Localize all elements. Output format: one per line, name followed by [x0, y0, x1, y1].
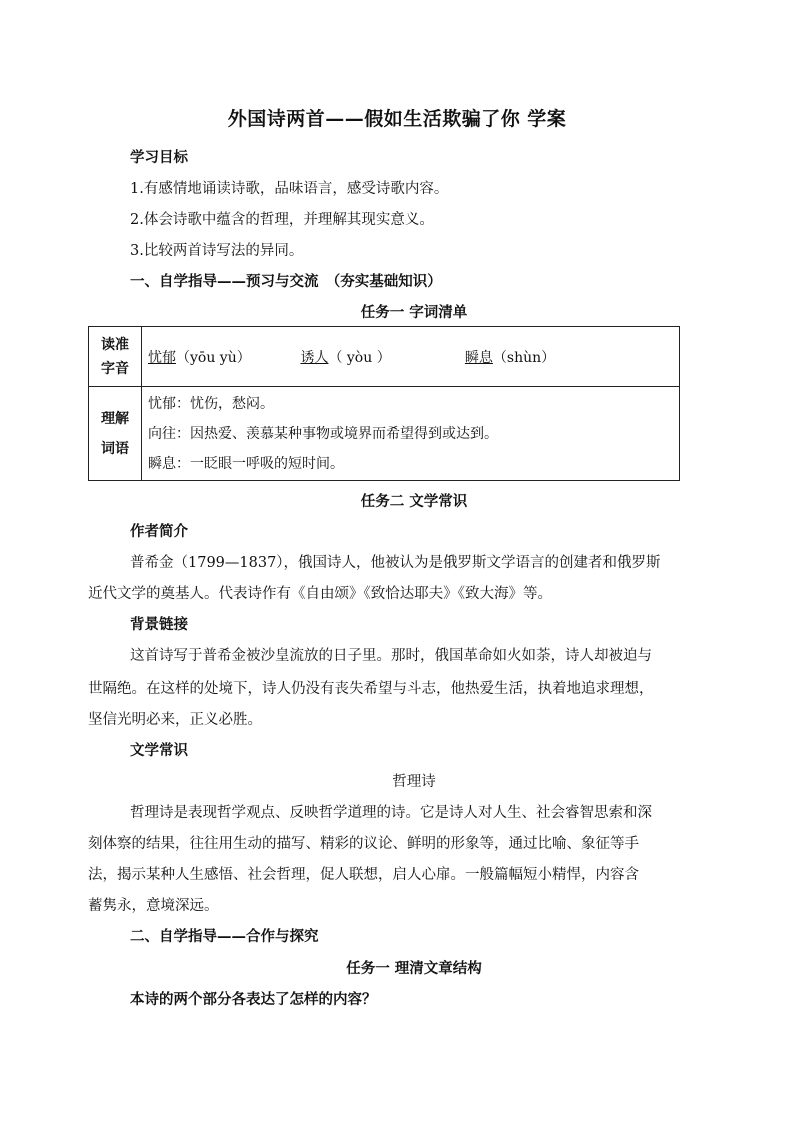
row-label-meaning	[89, 387, 142, 481]
author-text: 近代文学的奠基人。代表诗作有《自由颂》《致恰达耶夫》《致大海》等。	[88, 586, 552, 602]
table-row	[89, 387, 680, 481]
structure-question: 本诗的两个部分各表达了怎样的内容？	[130, 991, 377, 1008]
author-heading: 作者简介	[130, 523, 188, 540]
table-row	[89, 327, 680, 387]
philosophy-text: 蓄隽永，意境深远。	[88, 898, 219, 914]
row-label-line: 字音	[101, 360, 129, 377]
philosophy-text: 法，揭示某种人生感悟、社会哲理，促人联想，启人心扉。一般篇幅短小精悍，内容含	[88, 867, 639, 883]
word: 诱人	[300, 349, 329, 366]
background-text: 坚信光明必来，正义必胜。	[88, 712, 262, 728]
word: 忧郁	[148, 349, 176, 366]
background-text: 这首诗写于普希金被沙皇流放的日子里。那时，俄国革命如火如荼，诗人却被迫与	[130, 648, 652, 664]
philosophy-text: 刻体察的结果，往往用生动的描写、精彩的议论、鲜明的形象等，通过比喻、象征等手	[88, 836, 639, 852]
objectives-heading: 学习目标	[130, 149, 188, 166]
objective-item: 3.比较两首诗写法的异同。	[130, 243, 304, 259]
philosophy-poem-title: 哲理诗	[392, 774, 436, 790]
task1-title: 任务一 字词清单	[360, 304, 468, 321]
background-text: 世隔绝。在这样的处境下，诗人仍没有丧失希望与斗志，他热爱生活，执着地追求理想，	[88, 681, 654, 697]
objective-item: 2.体会诗歌中蕴含的哲理，并理解其现实意义。	[130, 212, 434, 228]
pinyin: （shùn）	[492, 349, 556, 366]
vocab-table	[88, 326, 680, 481]
row-label-pronunciation	[89, 327, 142, 387]
section1-heading: 一、自学指导——预习与交流 （夯实基础知识）	[130, 273, 442, 290]
section2-task1-title: 任务一 理清文章结构	[346, 960, 482, 977]
definitions-cell	[142, 387, 680, 481]
section2-heading: 二、自学指导——合作与探究	[130, 928, 319, 945]
pronunciation-cell	[142, 327, 680, 387]
word-item	[300, 347, 460, 367]
row-label-line: 词语	[101, 440, 129, 457]
definition-line: 瞬息：一眨眼一呼吸的短时间。	[148, 455, 344, 472]
philosophy-text: 哲理诗是表现哲学观点、反映哲学道理的诗。它是诗人对人生、社会睿智思索和深	[130, 805, 652, 821]
background-heading: 背景链接	[130, 616, 188, 633]
row-label-line: 读准	[101, 336, 129, 353]
pinyin: （yōu yù）	[176, 349, 251, 366]
definition-line: 忧郁：忧伤，愁闷。	[148, 395, 274, 412]
word-item	[465, 347, 555, 367]
author-text: 普希金（1799—1837），俄国诗人，他被认为是俄罗斯文学语言的创建者和俄罗斯	[130, 555, 661, 571]
pinyin: （ yòu ）	[328, 349, 391, 366]
definition-line: 向往：因热爱、羡慕某种事物或境界而希望得到或达到。	[148, 425, 498, 442]
objective-item: 1.有感情地诵读诗歌，品味语言，感受诗歌内容。	[130, 181, 449, 197]
word-item	[148, 347, 296, 367]
document-title: 外国诗两首——假如生活欺骗了你 学案	[227, 108, 567, 130]
literature-heading: 文学常识	[130, 742, 188, 759]
task2-title: 任务二 文学常识	[360, 493, 468, 510]
row-label-line: 理解	[101, 410, 129, 427]
word: 瞬息	[464, 349, 493, 366]
